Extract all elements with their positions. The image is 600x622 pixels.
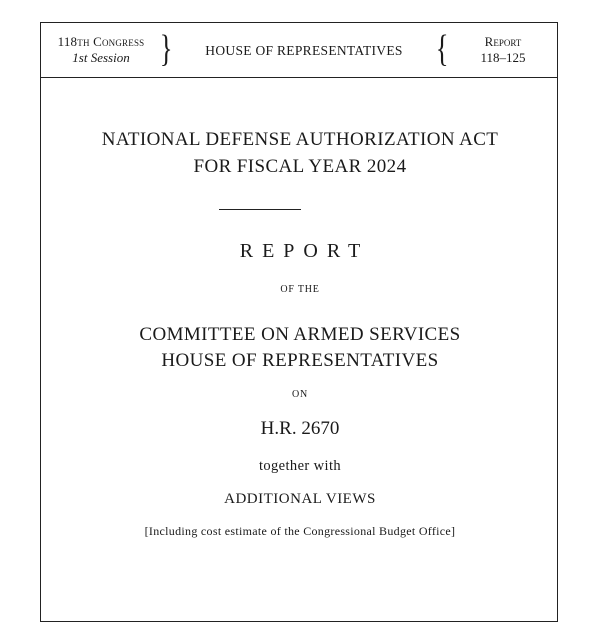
cbo-note: [Including cost estimate of the Congressional Budget Office] <box>144 524 456 538</box>
right-brace-icon: } <box>159 28 173 70</box>
report-heading: REPORT <box>239 240 370 262</box>
act-title <box>0 126 600 180</box>
additional-views-label: ADDITIONAL VIEWS <box>224 491 376 507</box>
congress-label: 118th Congress <box>57 34 145 49</box>
act-title-line1: NATIONAL DEFENSE AUTHORIZATION ACT <box>101 129 499 150</box>
together-with-label: together with <box>258 458 342 474</box>
divider-rule <box>219 209 301 210</box>
committee-line1: COMMITTEE ON ARMED SERVICES <box>139 324 461 345</box>
committee-name <box>0 322 600 374</box>
committee-line2: HOUSE OF REPRESENTATIVES <box>161 350 439 371</box>
session-label: 1st Session <box>72 50 130 65</box>
left-brace-icon: { <box>435 28 449 70</box>
report-number: 118–125 <box>480 50 526 65</box>
bill-number: H.R. 2670 <box>260 418 340 439</box>
chamber-label: HOUSE OF REPRESENTATIVES <box>205 43 403 58</box>
of-the-label: OF THE <box>280 284 320 295</box>
report-header <box>41 23 557 78</box>
on-label: ON <box>291 389 309 400</box>
congress-session-block <box>47 34 155 66</box>
act-title-line2: FOR FISCAL YEAR 2024 <box>193 156 407 177</box>
report-label: Report <box>484 34 522 49</box>
report-number-block <box>453 34 553 66</box>
